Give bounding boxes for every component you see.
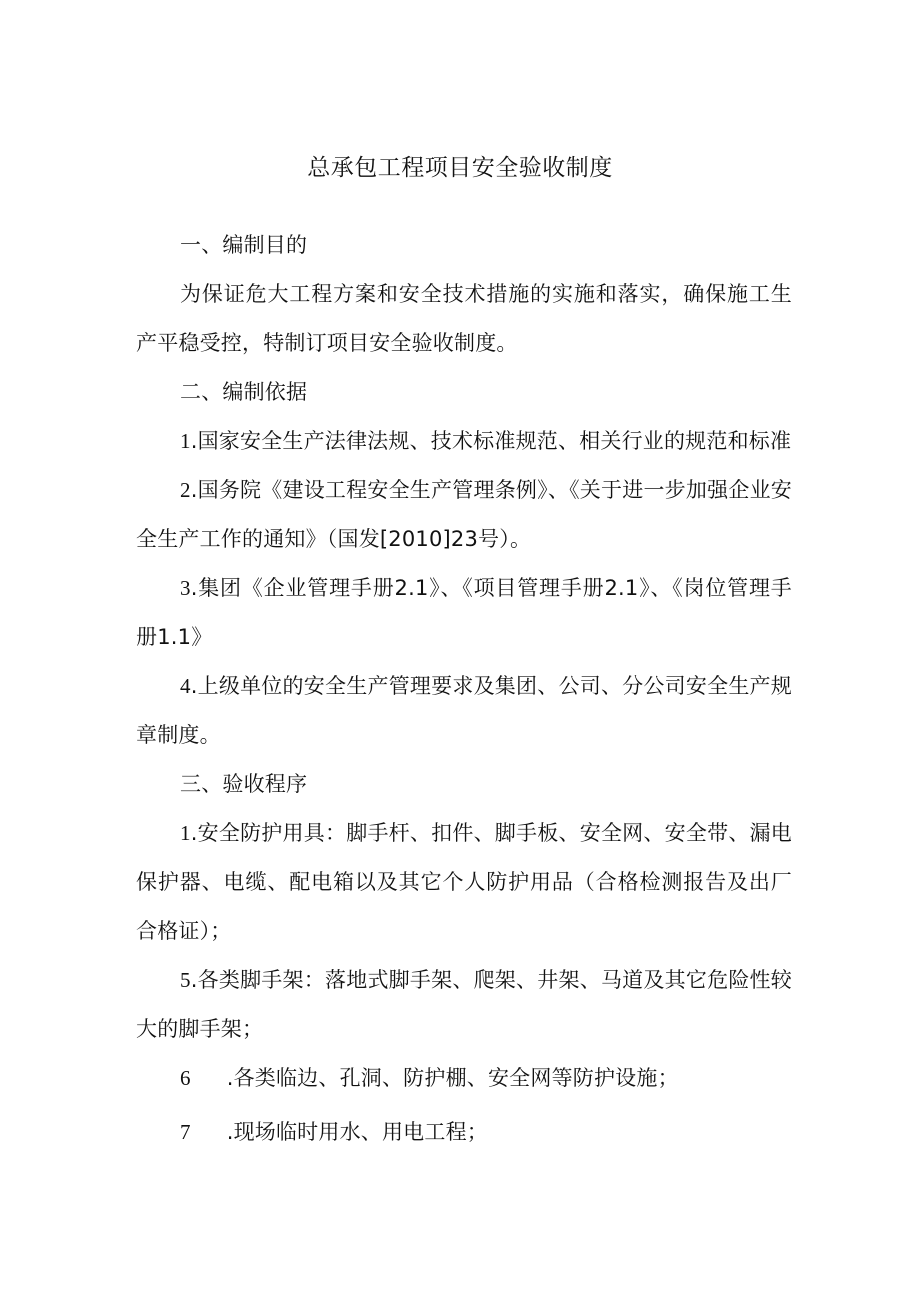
item-text: .各类临边、孔洞、防护棚、安全网等防护设施；: [226, 1066, 679, 1090]
procedure-item-7: [136, 1108, 792, 1157]
procedure-item-5: [136, 956, 792, 1054]
basis-item-3: [136, 564, 792, 662]
item-text: .集团《企业管理手册2.1》、《项目管理手册2.1》、《岗位管理手册1.1》: [136, 576, 792, 649]
basis-item-2: [136, 466, 792, 564]
item-number: 7: [180, 1120, 191, 1144]
item-number: 4: [180, 674, 191, 698]
section-heading-purpose: 一、编制目的: [180, 233, 308, 257]
section-heading-procedure: 三、验收程序: [180, 772, 308, 796]
page-title: 总承包工程项目安全验收制度: [307, 155, 613, 181]
purpose-paragraph: 为保证危大工程方案和安全技术措施的实施和落实，确保施工生产平稳受控，特制订项目安全验收制度。: [136, 282, 792, 355]
item-number: 3: [180, 576, 191, 600]
item-text: .安全防护用具：脚手杆、扣件、脚手板、安全网、安全带、漏电保护器、电缆、配电箱以及其它个人防护用品（合格检测报告及出厂合格证）；: [136, 821, 792, 943]
item-text: .国家安全生产法律法规、技术标准规范、相关行业的规范和标准: [190, 429, 792, 453]
item-number: 6: [180, 1066, 191, 1090]
section-heading-basis: 二、编制依据: [180, 380, 308, 404]
item-number: 2: [180, 478, 191, 502]
basis-item-1: [136, 417, 792, 466]
item-number: 5: [180, 968, 191, 992]
item-text: .上级单位的安全生产管理要求及集团、公司、分公司安全生产规章制度。: [136, 674, 792, 747]
item-number: 1: [180, 429, 191, 453]
procedure-item-6: [136, 1054, 792, 1103]
item-text: .各类脚手架：落地式脚手架、爬架、井架、马道及其它危险性较大的脚手架；: [136, 968, 792, 1041]
basis-item-4: [136, 662, 792, 760]
procedure-item-1: [136, 809, 792, 956]
item-text: .现场临时用水、用电工程；: [226, 1120, 488, 1144]
item-number: 1: [180, 821, 191, 845]
item-text: .国务院《建设工程安全生产管理条例》、《关于进一步加强企业安全生产工作的通知》（国发[2010]23号）。: [136, 478, 792, 551]
